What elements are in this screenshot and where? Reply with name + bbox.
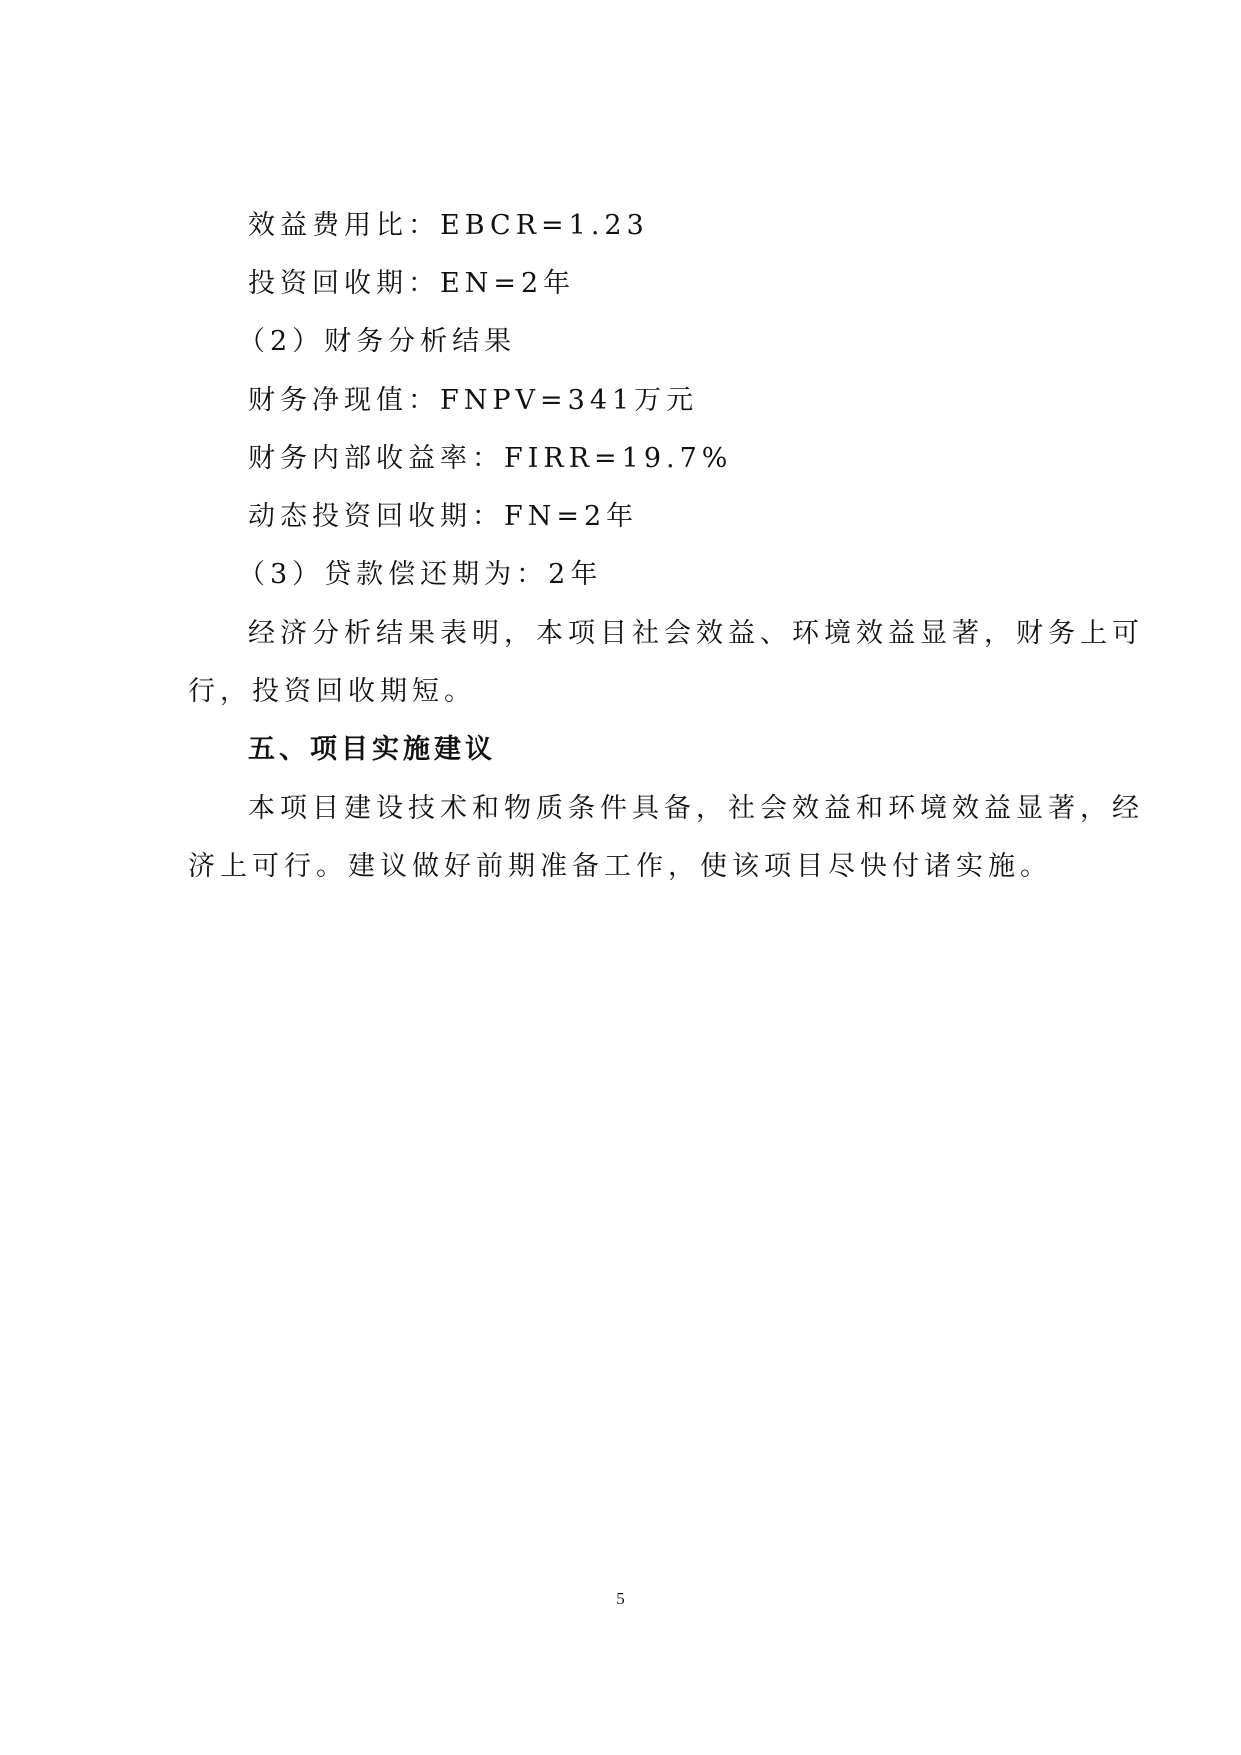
loan-repayment-line: （3）贷款偿还期为：2年 — [238, 559, 603, 590]
page-number: 5 — [616, 1589, 625, 1608]
fn-line: 动态投资回收期：FN=2年 — [248, 501, 639, 532]
financial-analysis-subheading: （2）财务分析结果 — [238, 326, 517, 357]
firr-line: 财务内部收益率：FIRR=19.7% — [248, 443, 733, 474]
recommendation-paragraph-line-2: 济上可行。建议做好前期准备工作，使该项目尽快付诸实施。 — [188, 851, 1052, 882]
fnpv-line: 财务净现值：FNPV=341万元 — [248, 385, 699, 416]
section-heading: 五、项目实施建议 — [248, 734, 496, 765]
recommendation-paragraph-line-1: 本项目建设技术和物质条件具备，社会效益和环境效益显著，经 — [248, 793, 1144, 824]
ebcr-line: 效益费用比：EBCR=1.23 — [248, 210, 649, 241]
summary-paragraph-line-2: 行，投资回收期短。 — [188, 676, 476, 707]
en-line: 投资回收期：EN=2年 — [248, 268, 576, 299]
summary-paragraph-line-1: 经济分析结果表明，本项目社会效益、环境效益显著，财务上可 — [248, 618, 1144, 649]
